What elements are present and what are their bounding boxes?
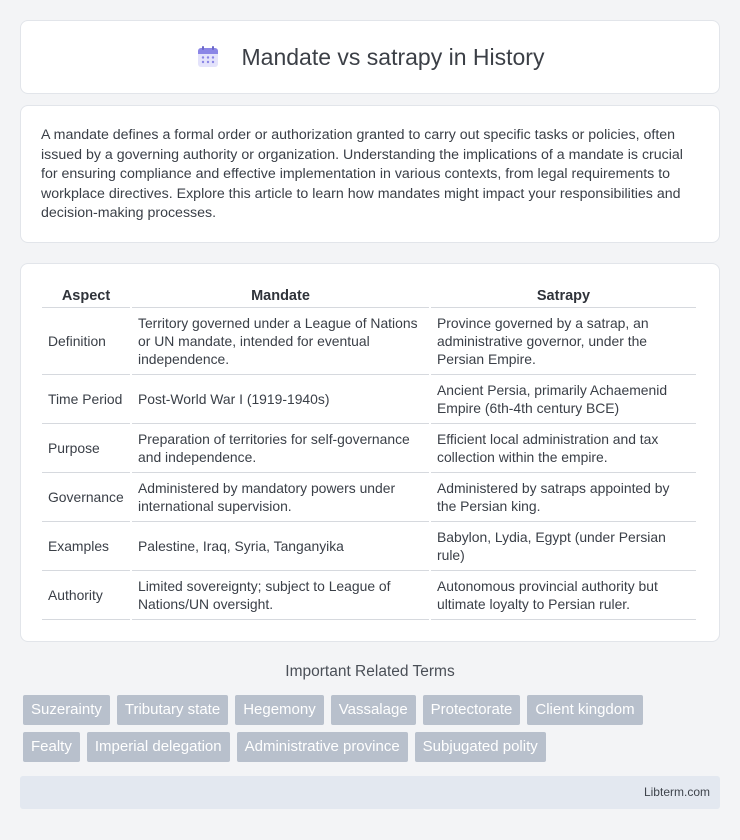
header-mandate: Mandate (132, 284, 429, 308)
comparison-card (20, 263, 720, 642)
table-row (42, 308, 696, 375)
tag-fealty[interactable]: Fealty (23, 732, 80, 762)
cell-satrapy: Efficient local administration and tax collection within the empire. (431, 424, 696, 473)
title-card (20, 20, 720, 94)
related-terms-list (23, 695, 703, 769)
intro-text: A mandate defines a formal order or authorization granted to carry out specific tasks or policies, often issued by a governing authority or organization. Understanding the implications of a mandate is crucial for ensuring compliance and effective implementation in various contexts, from legal requirements to workplace directives. Explore this article to learn how mandates might impact your responsibilities and decision-making processes. (41, 127, 683, 221)
tag-administrative-province[interactable]: Administrative province (237, 732, 408, 762)
cell-aspect: Definition (42, 308, 130, 375)
calendar-icon (196, 45, 220, 69)
cell-aspect: Purpose (42, 424, 130, 473)
cell-aspect: Authority (42, 571, 130, 620)
tag-vassalage[interactable]: Vassalage (331, 695, 416, 725)
header-satrapy: Satrapy (431, 284, 696, 308)
cell-satrapy: Babylon, Lydia, Egypt (under Persian rule) (431, 522, 696, 571)
cell-satrapy: Autonomous provincial authority but ultimate loyalty to Persian ruler. (431, 571, 696, 620)
footer (20, 776, 720, 809)
table-row (42, 473, 696, 522)
related-terms-title: Important Related Terms (285, 663, 455, 680)
page-title: Mandate vs satrapy in History (241, 43, 545, 70)
table-row (42, 424, 696, 473)
cell-mandate: Limited sovereignty; subject to League of Nations/UN oversight. (132, 571, 429, 620)
comparison-table (40, 284, 698, 620)
footer-site-link[interactable]: Libterm.com (643, 785, 710, 799)
tag-hegemony[interactable]: Hegemony (235, 695, 324, 725)
cell-aspect: Examples (42, 522, 130, 571)
tag-client-kingdom[interactable]: Client kingdom (527, 695, 642, 725)
table-row (42, 375, 696, 424)
header-aspect: Aspect (42, 284, 130, 308)
tag-tributary-state[interactable]: Tributary state (117, 695, 228, 725)
cell-aspect: Governance (42, 473, 130, 522)
intro-card (20, 105, 720, 243)
cell-mandate: Preparation of territories for self-governance and independence. (132, 424, 429, 473)
table-header-row (42, 284, 696, 308)
cell-satrapy: Ancient Persia, primarily Achaemenid Empire (6th-4th century BCE) (431, 375, 696, 424)
cell-satrapy: Administered by satraps appointed by the Persian king. (431, 473, 696, 522)
tag-suzerainty[interactable]: Suzerainty (23, 695, 110, 725)
cell-mandate: Territory governed under a League of Nations or UN mandate, intended for eventual independence. (132, 308, 429, 375)
cell-aspect: Time Period (42, 375, 130, 424)
tag-subjugated-polity[interactable]: Subjugated polity (415, 732, 546, 762)
cell-satrapy: Province governed by a satrap, an administrative governor, under the Persian Empire. (431, 308, 696, 375)
tag-protectorate[interactable]: Protectorate (423, 695, 521, 725)
tag-imperial-delegation[interactable]: Imperial delegation (87, 732, 230, 762)
table-row (42, 522, 696, 571)
cell-mandate: Administered by mandatory powers under international supervision. (132, 473, 429, 522)
cell-mandate: Post-World War I (1919-1940s) (132, 375, 429, 424)
cell-mandate: Palestine, Iraq, Syria, Tanganyika (132, 522, 429, 571)
table-row (42, 571, 696, 620)
